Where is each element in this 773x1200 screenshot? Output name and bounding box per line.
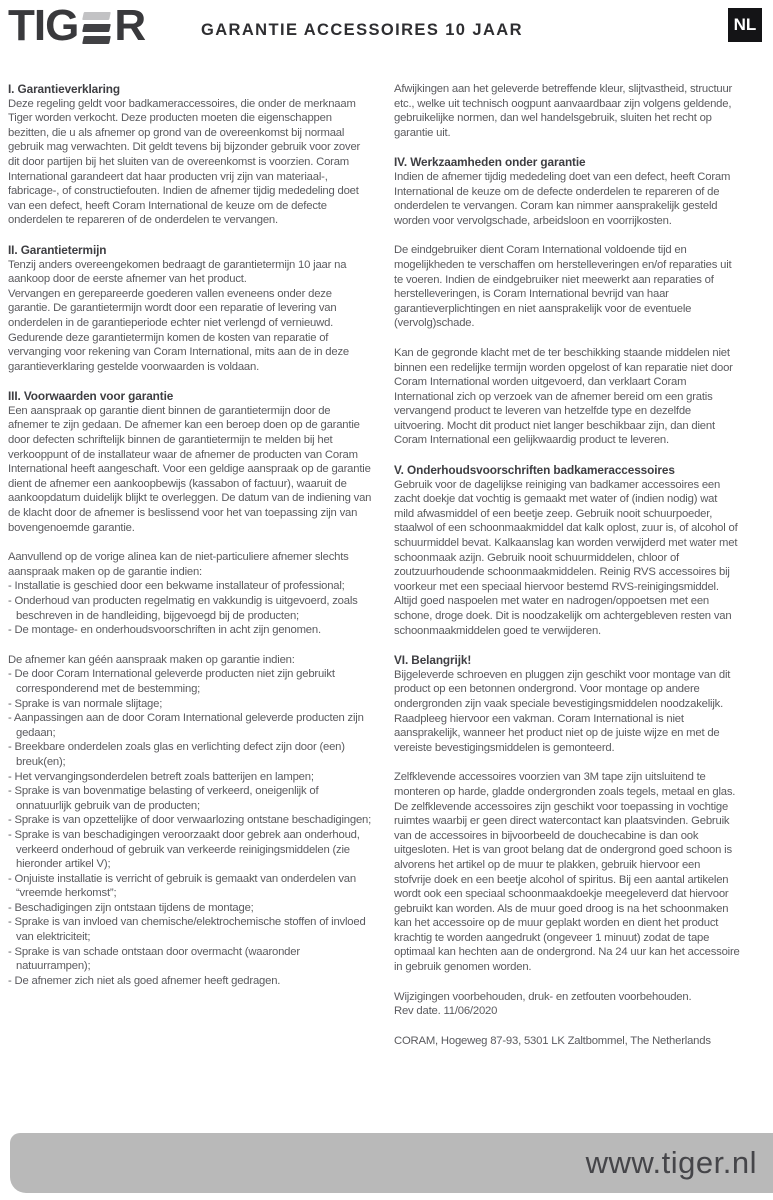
- section-heading: III. Voorwaarden voor garantie: [8, 389, 174, 404]
- website-url: www.tiger.nl: [585, 1145, 757, 1180]
- page-title: GARANTIE ACCESSOIRES 10 JAAR: [201, 21, 523, 39]
- list-item: - Beschadigingen zijn ontstaan tijdens de montage;: [8, 901, 254, 914]
- list-item: - Installatie is geschied door een bekwame installateur of professional;: [8, 580, 345, 593]
- bullet-list: [8, 579, 372, 637]
- document-header: [0, 0, 773, 82]
- list-item: - Aanpassingen aan de door Coram International geleverde producten zijn gedaan;: [8, 712, 364, 739]
- paragraph: Kan de gegronde klacht met de ter beschikking staande middelen niet binnen een redelijke termijn worden opgelost of kan reparatie niet door Coram International worden uitgevoerd, dan verklaart Coram International zich op verzoek van de afnemer bereid om een gratis vervangend product te leveren van hetzelfde type en dezelfde uitvoering. Mocht dit product niet langer beschikbaar zijn, dan dient Coram International een gelijkwaardig product te leveren.: [394, 346, 733, 447]
- section-heading: II. Garantietermijn: [8, 242, 107, 257]
- logo-text-left: TIG: [8, 1, 79, 50]
- logo-bar-bottom: [82, 36, 111, 44]
- left-column: [8, 82, 372, 1063]
- paragraph: Deze regeling geldt voor badkameraccessoires, die onder de merknaam Tiger worden verkocht. Deze producten moeten die eigenschappen bezitten, die u als afnemer op grond van de overeenkomst bij normaal gebruik mag verwachten. Dit geldt tevens bij bijzonder gebruik voor zover dit door partijen bij het sluiten van de overeenkomst is voorzien. Coram International garandeert dat haar producten vrij zijn van materiaal-, fabricage-, of constructiefouten. Indien de afnemer tijdig mededeling doet van een defect, heeft Coram International de keuze om de defecte onderdelen te repareren of de onderdelen te vervangen.: [8, 97, 361, 227]
- list-item: - Sprake is van opzettelijke of door verwaarlozing ontstane beschadigingen;: [8, 814, 372, 827]
- language-badge: NL: [728, 8, 762, 42]
- paragraph: Een aanspraak op garantie dient binnen de garantietermijn door de afnemer te zijn gedaan. De afnemer kan een beroep doen op de garantie door defecten schriftelijk binnen de garantietermijn te melden bij het verkooppunt of de installateur waar de afnemer de producten van Coram International heeft aangeschaft. Voor een geldige aanspraak op de garantie dient de afnemer een aankoopbewijs (kassabon of factuur), waaruit de aankoopdatum duidelijk blijkt te overleggen. De datum van de indiening van de klacht door de afnemer is beslissend voor het van toepassing zijn van bovengenoemde garantie.: [8, 404, 372, 534]
- document-section: [394, 990, 740, 1019]
- document-body: [8, 82, 740, 1063]
- tiger-logo: [8, 2, 145, 50]
- paragraph: De afnemer kan géén aanspraak maken op garantie indien:: [8, 653, 295, 666]
- logo-e-bars-icon: [83, 12, 110, 44]
- document-section: [394, 243, 740, 331]
- list-item: - Sprake is van invloed van chemische/elektrochemische stoffen of invloed van elektriciteit;: [8, 916, 366, 944]
- document-section: [394, 770, 740, 974]
- paragraph: Zelfklevende accessoires voorzien van 3M tape zijn uitsluitend te monteren op harde, gladde ondergronden zoals tegels, metaal en glas. De zelfklevende accessoires zijn geschikt voor toepassing in vochtige ruimtes waarbij er geen direct watercontact kan plaatsvinden. Gebruik van de accessoires in bijvoorbeeld de douchecabine is dan ook uitgesloten. Het is van groot belang dat de ondergrond goed schoon is alvorens het artikel op de muur te plakken, gebruik hiervoor een stofvrije doek en een beetje alcohol of spiritus. Bij een aantal artikelen wordt ook een speciaal schoonmaakdoekje meegeleverd dat hiervoor gebruikt kan worden. Als de muur goed droog is na het schoonmaken kan het accessoire op de muur geplakt worden en dient het product krachtig te worden aangedrukt (ongeveer 1 minuut) zodat de tape optimaal kan hechten aan de ondergrond. Na 24 uur kan het accessoire in gebruik genomen worden.: [394, 771, 740, 974]
- paragraph: Rev date. 11/06/2020: [394, 1005, 498, 1018]
- document-section: [8, 653, 372, 989]
- paragraph: Indien de afnemer tijdig mededeling doet van een defect, heeft Coram International de keuze om de defecte onderdelen te repareren of de onderdelen te vervangen. Coram kan nimmer aansprakelijk gesteld worden voor vervolgschade, arbeidsloon en voorrijkosten.: [394, 170, 731, 227]
- section-heading: VI. Belangrijk!: [394, 653, 472, 668]
- list-item: - De afnemer zich niet als goed afnemer heeft gedragen.: [8, 974, 281, 987]
- document-section: [8, 550, 372, 638]
- footer-bar: [10, 1133, 773, 1193]
- section-heading: V. Onderhoudsvoorschriften badkameraccessoires: [394, 463, 675, 478]
- list-item: - De door Coram International geleverde producten niet zijn gebruikt corresponderend met de bestemming;: [8, 668, 335, 695]
- document-section: [394, 1034, 740, 1049]
- paragraph: Tenzij anders overeengekomen bedraagt de garantietermijn 10 jaar na aankoop door de eerste afnemer van het product.: [8, 258, 347, 286]
- document-section: [394, 653, 740, 755]
- list-item: - Onjuiste installatie is verricht of gebruik is gemaakt van onderdelen van “vreemde herkomst”;: [8, 872, 356, 900]
- document-section: [8, 82, 372, 228]
- paragraph: Vervangen en gerepareerde goederen vallen eveneens onder deze garantie. De garantietermijn wordt door een reparatie of levering van onderdelen in de garantieperiode echter niet verlengd of vernieuwd.: [8, 287, 337, 329]
- paragraph: Gedurende deze garantietermijn komen de kosten van reparatie of vervanging voor rekening van Coram International, mits aan de in deze garantieverklaring gestelde voorwaarden is voldaan.: [8, 331, 349, 373]
- paragraph: De eindgebruiker dient Coram International voldoende tijd en mogelijkheden te verschaffen om herstelleveringen en/of reparaties uit te voeren. Indien de eindgebruiker niet meewerkt aan reparaties of herstelleveringen, is Coram International bevrijd van haar garantieverplichtingen en niet aansprakelijk voor de eventuele (vervolg)schade.: [394, 244, 732, 330]
- paragraph: CORAM, Hogeweg 87-93, 5301 LK Zaltbommel, The Netherlands: [394, 1034, 711, 1047]
- list-item: - Sprake is van bovenmatige belasting of verkeerd, oneigenlijk of onnatuurlijk gebruik van de producten;: [8, 785, 319, 812]
- list-item: - Breekbare onderdelen zoals glas en verlichting defect zijn door (een) breuk(en);: [8, 741, 345, 768]
- document-section: [394, 155, 740, 228]
- list-item: - Onderhoud van producten regelmatig en vakkundig is uitgevoerd, zoals beschreven in de handleiding, bijgevoegd bij de producten;: [8, 595, 358, 622]
- paragraph: Aanvullend op de vorige alinea kan de niet-particuliere afnemer slechts aanspraak maken op de garantie indien:: [8, 551, 349, 578]
- list-item: - Sprake is van schade ontstaan door overmacht (waaronder natuurrampen);: [8, 945, 300, 973]
- section-heading: IV. Werkzaamheden onder garantie: [394, 155, 586, 170]
- section-heading: I. Garantieverklaring: [8, 82, 120, 96]
- list-item: - Sprake is van normale slijtage;: [8, 697, 163, 710]
- document-section: [8, 389, 372, 535]
- document-section: [394, 346, 740, 448]
- logo-text-right: R: [114, 1, 146, 50]
- document-section: [394, 82, 740, 140]
- right-column: [394, 82, 740, 1063]
- logo-bar-top: [82, 12, 111, 20]
- paragraph: Afwijkingen aan het geleverde betreffende kleur, slijtvastheid, structuur etc., welke uit technisch oogpunt aanvaardbaar zijn volgens geldende, gebruikelijke normen, dan wel handelsgebruik, sluiten het recht op garantie uit.: [394, 83, 733, 139]
- list-item: - Het vervangingsonderdelen betreft zoals batterijen en lampen;: [8, 770, 314, 783]
- list-item: - De montage- en onderhoudsvoorschriften in acht zijn genomen.: [8, 624, 321, 637]
- logo-bar-middle: [82, 24, 111, 32]
- document-section: [394, 463, 740, 638]
- paragraph: Gebruik voor de dagelijkse reiniging van badkamer accessoires een zacht doekje dat vochtig is gemaakt met water of (indien nodig) wat mild afwasmiddel of een beetje zeep. Gebruik nooit schuurpoeder, staalwol of een schoonmaakmiddel dat kalk oplost, zuur is, of alcohol of schuurmiddel bevat. Kalkaanslag kan worden verwijderd met water met schoonmaak azijn. Gebruik nooit schuurmiddelen, chloor of zoutzuurhoudende schoonmaakmiddelen. Reinig RVS accessoires bij voorkeur met een speciaal hiervoor bestemd RVS-reinigingsmiddel. Altijd goed naspoelen met water en nadrogen/oppoetsen met een schone, droge doek. Dit is noodzakelijk om achtergebleven resten van schoonmaakmiddelen goed te verwijderen.: [394, 478, 738, 637]
- paragraph: Bijgeleverde schroeven en pluggen zijn geschikt voor montage van dit product op een betonnen ondergrond. Voor montage op andere ondergronden zijn vaak speciale bevestigingsmiddelen noodzakelijk. Raadpleeg hiervoor een vakman. Coram International is niet aansprakelijk, wanneer het product niet op de juiste wijze en met de vereiste bevestigingsmiddelen is gemonteerd.: [394, 668, 731, 754]
- paragraph: Wijzigingen voorbehouden, druk- en zetfouten voorbehouden.: [394, 990, 692, 1003]
- list-item: - Sprake is van beschadigingen veroorzaakt door gebrek aan onderhoud, verkeerd onderhoud of gebruik van verkeerde reinigingsmiddelen (zie hieronder artikel V);: [8, 828, 360, 871]
- document-section: [8, 243, 372, 374]
- bullet-list: [8, 667, 372, 988]
